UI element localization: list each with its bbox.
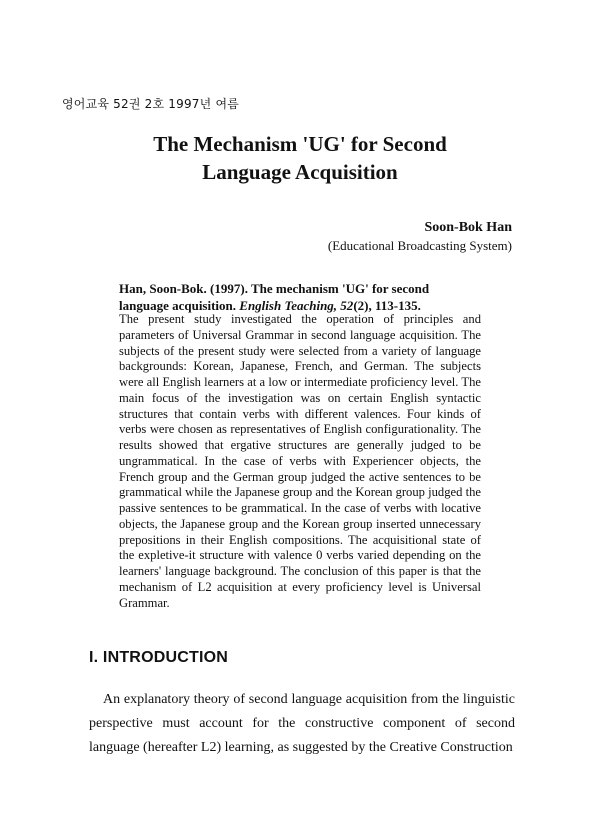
introduction-paragraph: An explanatory theory of second language acquisition from the linguistic perspective must account for the constructive component of second language (hereafter L2) learning, as suggested by the Creative Construction <box>89 692 515 755</box>
citation-title: The mechanism 'UG' for second language acquisition. <box>119 281 430 313</box>
section-heading-introduction: I. INTRODUCTION <box>89 649 228 666</box>
citation-authors-year: Han, Soon-Bok. (1997). <box>119 281 248 296</box>
author-affiliation: (Educational Broadcasting System) <box>327 238 512 253</box>
title-line-1: The Mechanism 'UG' for Second <box>153 132 447 156</box>
title-line-2: Language Acquisition <box>202 160 398 184</box>
citation <box>119 280 479 314</box>
citation-issue-pages: (2), 113-135. <box>353 298 421 313</box>
journal-header: 영어교육 52권 2호 1997년 여름 <box>62 97 240 111</box>
author-name: Soon-Bok Han <box>424 220 512 235</box>
citation-journal: English Teaching, 52 <box>239 298 354 313</box>
paper-title <box>0 130 600 186</box>
abstract-text: The present study investigated the operation of principles and parameters of Universal Grammar in second language acquisition. The subjects of the present study were selected from a variety of language backgrounds: Korean, Japanese, French, and German. The subjects were all English learners at a low or intermediate proficiency level. The main focus of the investigation was on certain English syntactic structures that contain verbs with different valences. Four kinds of verbs were chosen as representatives of English configurationality. The results showed that ergative structures are generally judged to be ungrammatical. In the case of verbs with Experiencer objects, the French group and the German group judged the active sentences to be grammatical while the Japanese group and the Korean group judged the passive sentences to be grammatical. In the case of verbs with locative objects, the Japanese group and the Korean group inserted unnecessary prepositions in their English compositions. The acquisitional state of the expletive-it structure with valence 0 verbs varied depending on the learners' language background. The conclusion of this paper is that the mechanism of L2 acquisition at every proficiency level is Universal Grammar. <box>119 312 481 610</box>
